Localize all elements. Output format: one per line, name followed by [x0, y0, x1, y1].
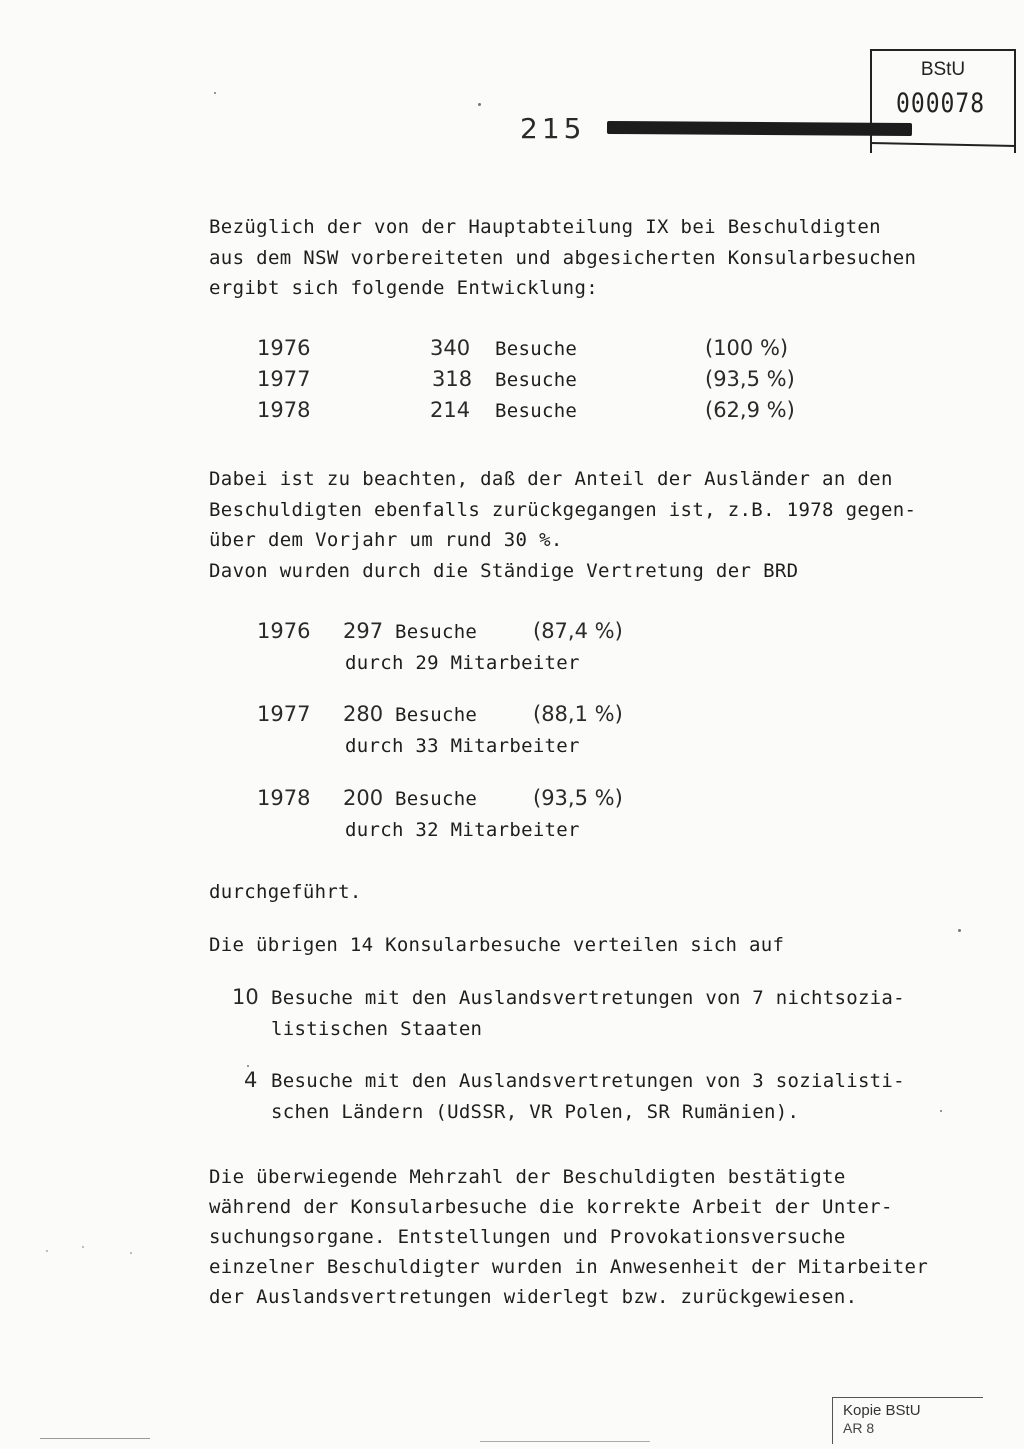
text-line: Bezüglich der von der Hauptabteilung IX bei Beschuldigten: [209, 216, 881, 238]
text-line: während der Konsularbesuche die korrekte Arbeit der Unter-: [209, 1196, 893, 1218]
text-line: Dabei ist zu beachten, daß der Anteil der Ausländer an den: [209, 468, 893, 490]
row-year: 1978: [257, 786, 311, 810]
text-line: über dem Vorjahr um rund 30 %.: [209, 529, 563, 551]
row-unit: Besuche: [395, 788, 478, 810]
copy-stamp-label: Kopie BStU: [843, 1402, 921, 1419]
text-line: der Auslandsvertretungen widerlegt bzw. zurückgewiesen.: [209, 1286, 858, 1308]
archive-stamp: [870, 49, 1016, 153]
copy-stamp: [832, 1397, 983, 1444]
row-percent: (100 %): [705, 336, 789, 360]
row-percent: (93,5 %): [533, 786, 623, 810]
row-unit: Besuche: [495, 338, 578, 360]
conclusion-paragraph: [209, 1162, 928, 1312]
completion-text: durchgeführt.: [209, 881, 362, 903]
row-count: 297: [343, 619, 384, 643]
intro-paragraph: [209, 212, 916, 304]
row-percent: (88,1 %): [533, 702, 623, 726]
stamp-label: BStU: [920, 59, 966, 80]
list-item-line: schen Ländern (UdSSR, VR Polen, SR Rumänien).: [271, 1101, 800, 1123]
list-item-line: listischen Staaten: [271, 1018, 483, 1040]
list-item-line: Besuche mit den Auslandsvertretungen von 7 nichtsozia-: [271, 987, 905, 1009]
row-unit: Besuche: [495, 400, 578, 422]
row-percent: (87,4 %): [533, 619, 623, 643]
row-year: 1977: [257, 702, 311, 726]
text-line: Die überwiegende Mehrzahl der Beschuldigten bestätigte: [209, 1166, 846, 1188]
row-unit: Besuche: [395, 621, 478, 643]
copy-stamp-code: AR 8: [843, 1420, 875, 1436]
row-count: 214: [430, 398, 471, 422]
row-staff: durch 29 Mitarbeiter: [345, 652, 580, 674]
list-item-line: Besuche mit den Auslandsvertretungen von 3 sozialisti-: [271, 1070, 905, 1092]
text-line: suchungsorgane. Entstellungen und Provokationsversuche: [209, 1226, 846, 1248]
row-unit: Besuche: [495, 369, 578, 391]
text-line: aus dem NSW vorbereiteten und abgesicherten Konsularbesuchen: [209, 246, 917, 269]
page-number: 215: [520, 112, 586, 145]
row-year: 1976: [257, 336, 311, 360]
row-staff: durch 33 Mitarbeiter: [345, 735, 580, 757]
text-line: Beschuldigten ebenfalls zurückgegangen ist, z.B. 1978 gegen-: [209, 498, 917, 521]
list-item-number: 4: [244, 1068, 258, 1092]
row-year: 1977: [257, 367, 311, 391]
row-year: 1978: [257, 398, 311, 422]
row-percent: (62,9 %): [705, 398, 795, 422]
row-staff: durch 32 Mitarbeiter: [345, 819, 580, 841]
row-count: 340: [430, 336, 471, 360]
row-count: 318: [432, 367, 473, 391]
text-line: Davon wurden durch die Ständige Vertretung der BRD: [209, 559, 799, 582]
row-unit: Besuche: [395, 704, 478, 726]
list-item-number: 10: [232, 985, 259, 1009]
redaction-bar: [607, 121, 912, 136]
remaining-text: Die übrigen 14 Konsularbesuche verteilen sich auf: [209, 934, 785, 956]
row-count: 280: [343, 702, 384, 726]
row-percent: (93,5 %): [705, 367, 795, 391]
stamp-number: 000078: [896, 89, 986, 119]
row-count: 200: [343, 786, 384, 810]
text-line: ergibt sich folgende Entwicklung:: [209, 277, 599, 299]
text-line: einzelner Beschuldigter wurden in Anwesenheit der Mitarbeiter: [209, 1256, 929, 1278]
row-year: 1976: [257, 619, 311, 643]
note-paragraph: [209, 464, 916, 586]
